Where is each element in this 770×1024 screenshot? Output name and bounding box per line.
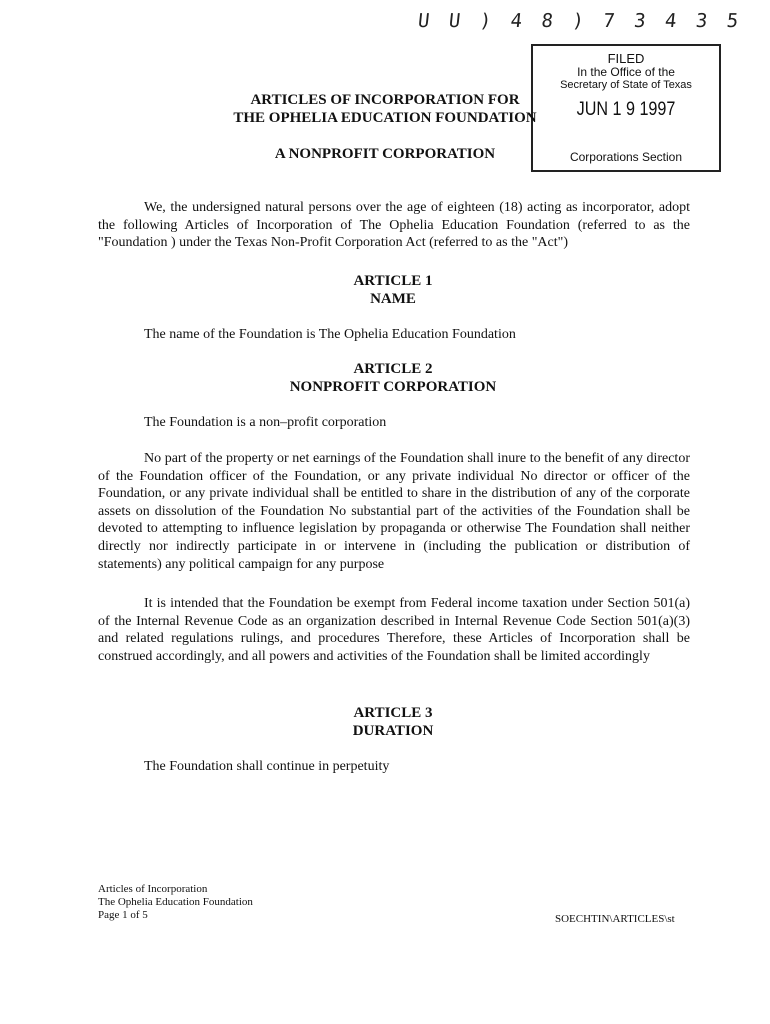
footer-doc-title: Articles of Incorporation — [98, 883, 208, 895]
article-3-name: DURATION — [352, 723, 434, 739]
article-2-name: NONPROFIT CORPORATION — [289, 379, 497, 395]
stamp-filed-label: FILED — [607, 51, 645, 66]
article-2-paragraph-3: It is intended that the Foundation be exempt from Federal income taxation under Section 501(a) of the Internal Revenue Code as an organization described in Internal Revenue Code Section 501(a)(3) and related regulations rulings, and procedures Therefore, these Articles of Incorporation shall be construed accordingly, and all powers and activities of the Foundation shall be limited accordingly — [98, 596, 690, 664]
stamp-office-line: In the Office of the — [577, 65, 675, 79]
stamp-section: Corporations Section — [569, 150, 683, 164]
article-1-number: ARTICLE 1 — [353, 273, 433, 289]
article-2-number: ARTICLE 2 — [353, 361, 433, 377]
document-subtitle: A NONPROFIT CORPORATION — [274, 146, 496, 162]
article-3-number: ARTICLE 3 — [353, 705, 433, 721]
footer-org-name: The Ophelia Education Foundation — [98, 896, 253, 908]
document-title-line1: ARTICLES OF INCORPORATION FOR — [250, 92, 520, 108]
article-1-name: NAME — [370, 291, 416, 307]
article-2-paragraph-1: The Foundation is a non–profit corporation — [144, 415, 387, 430]
intro-paragraph: We, the undersigned natural persons over the age of eighteen (18) acting as incorporator, adopt the following Articles of Incorporation of The Ophelia Education Foundation (referred to as the "Foundation ) under the Texas Non-Profit Corporation Act (referred to as the "Act") — [98, 200, 690, 251]
article-3-paragraph: The Foundation shall continue in perpetuity — [144, 759, 390, 774]
document-title-line2: THE OPHELIA EDUCATION FOUNDATION — [233, 110, 537, 126]
footer-file-path: SOECHTIN\ARTICLES\st — [555, 913, 675, 925]
page-footer — [98, 883, 253, 922]
article-2-paragraph-2: No part of the property or net earnings of the Foundation shall inure to the benefit of any director of the Foundation officer of the Foundation, or any private individual No director or officer of the Foundation, or any private individual shall be entitled to share in the distribution of any of the corporate assets on dissolution of the Foundation No substantial part of the activities of the Foundation shall be devoted to attempting to influence legislation by propaganda or otherwise The Foundation shall neither directly nor indirectly participate in or intervene in (including the publication or distribution of statements) any political campaign for any purpose — [98, 451, 690, 572]
document-serial-number: U U ) 4 8 ) 7 3 4 3 5 — [416, 10, 744, 32]
article-1-paragraph: The name of the Foundation is The Ophelia Education Foundation — [144, 327, 516, 342]
stamp-secretary-line: Secretary of State of Texas — [560, 79, 692, 91]
stamp-date: JUN 1 9 1997 — [576, 99, 676, 120]
footer-page-number: Page 1 of 5 — [98, 909, 148, 921]
